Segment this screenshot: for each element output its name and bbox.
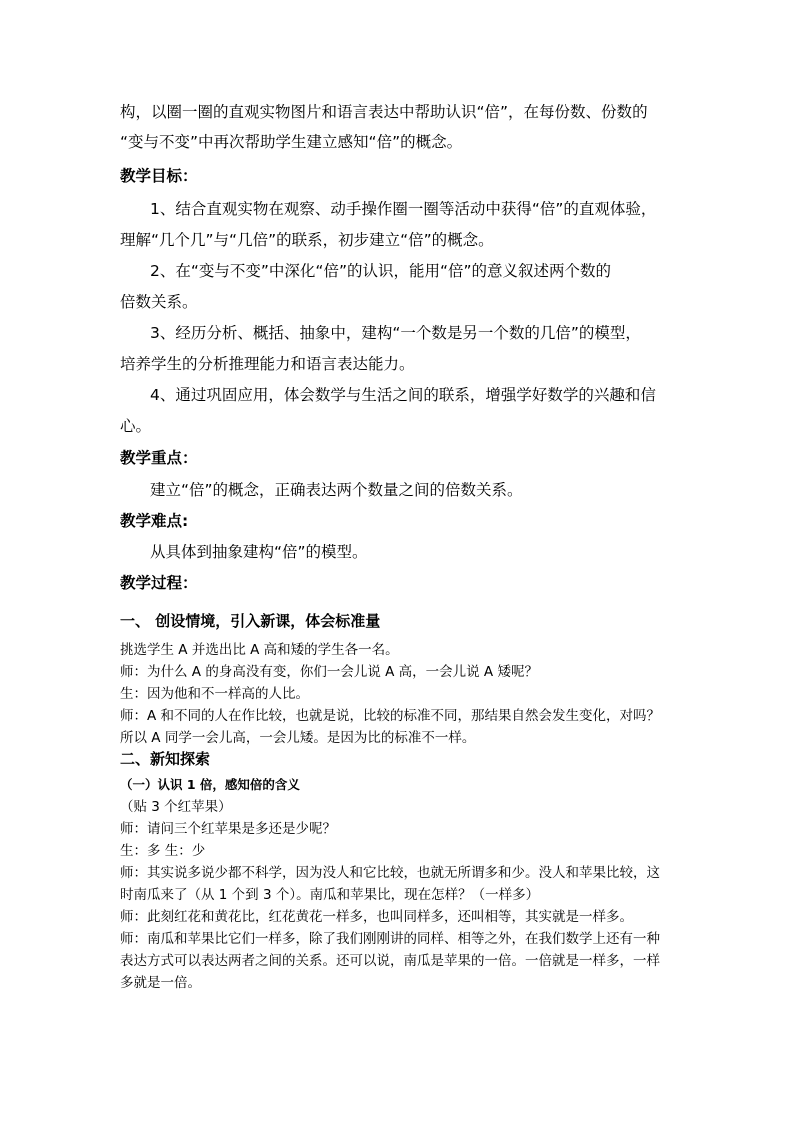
section2-line: 生：多 生：少 bbox=[120, 843, 206, 859]
difficulty-text: 从具体到抽象建构“倍”的模型。 bbox=[150, 543, 368, 561]
goal-line: 理解“几个几”与“几倍”的联系，初步建立“倍”的概念。 bbox=[120, 231, 494, 249]
section1-heading: 一、 创设情境，引入新课，体会标准量 bbox=[120, 612, 381, 630]
section2-line: 师：南瓜和苹果比它们一样多，除了我们刚刚讲的同样、相等之外，在我们数学上还有一种 bbox=[120, 931, 660, 947]
goal-line: 培养学生的分析推理能力和语言表达能力。 bbox=[120, 355, 415, 373]
section2-heading: 二、新知探索 bbox=[120, 750, 211, 768]
section2-line: 师：其实说多说少都不科学，因为没人和它比较，也就无所谓多和少。没人和苹果比较，这 bbox=[120, 865, 660, 881]
section1-line: 所以 A 同学一会儿高，一会儿矮。是因为比的标准不一样。 bbox=[120, 730, 476, 746]
goal-line: 心。 bbox=[120, 417, 152, 435]
section2-sub-heading: （一）认识 1 倍，感知倍的含义 bbox=[120, 777, 300, 792]
key-text: 建立“倍”的概念，正确表达两个数量之间的倍数关系。 bbox=[150, 481, 523, 499]
goal-line: 4、通过巩固应用，体会数学与生活之间的联系，增强学好数学的兴趣和信 bbox=[150, 386, 656, 404]
section2-line: 师：此刻红花和黄花比，红花黄花一样多，也叫同样多，还叫相等，其实就是一样多。 bbox=[120, 909, 633, 925]
goal-line: 倍数关系。 bbox=[120, 293, 198, 311]
goal-line: 3、经历分析、概括、抽象中，建构“一个数是另一个数的几倍”的模型， bbox=[150, 324, 641, 342]
process-heading: 教学过程： bbox=[120, 574, 198, 592]
intro-line: 构，以圈一圈的直观实物图片和语言表达中帮助认识“倍”，在每份数、份数的 bbox=[120, 103, 648, 121]
goal-line: 1、结合直观实物在观察、动手操作圈一圈等活动中获得“倍”的直观体验， bbox=[150, 200, 657, 218]
section1-line: 师：A 和不同的人在作比较，也就是说，比较的标准不同，那结果自然会发生变化，对吗？ bbox=[120, 708, 661, 724]
section2-line: 多就是一倍。 bbox=[120, 975, 201, 991]
section2-line: 表达方式可以表达两者之间的关系。还可以说，南瓜是苹果的一倍。一倍就是一样多，一样 bbox=[120, 953, 660, 969]
section2-line: 时南瓜来了（从 1 个到 3 个）。南瓜和苹果比，现在怎样？（一样多） bbox=[120, 887, 540, 903]
section1-line: 挑选学生 A 并选出比 A 高和矮的学生各一名。 bbox=[120, 642, 399, 658]
key-heading: 教学重点： bbox=[120, 449, 198, 467]
section1-line: 师：为什么 A 的身高没有变，你们一会儿说 A 高，一会儿说 A 矮呢？ bbox=[120, 664, 538, 680]
difficulty-heading: 教学难点: bbox=[120, 512, 189, 530]
goal-line: 2、在“变与不变”中深化“倍”的认识，能用“倍”的意义叙述两个数的 bbox=[150, 262, 612, 280]
goals-heading: 教学目标： bbox=[120, 167, 198, 185]
section2-line: 师：请问三个红苹果是多还是少呢？ bbox=[120, 821, 336, 837]
section1-line: 生：因为他和不一样高的人比。 bbox=[120, 686, 309, 702]
section2-line: （贴 3 个红苹果） bbox=[120, 799, 232, 815]
intro-line: “变与不变”中再次帮助学生建立感知“倍”的概念。 bbox=[120, 133, 463, 151]
